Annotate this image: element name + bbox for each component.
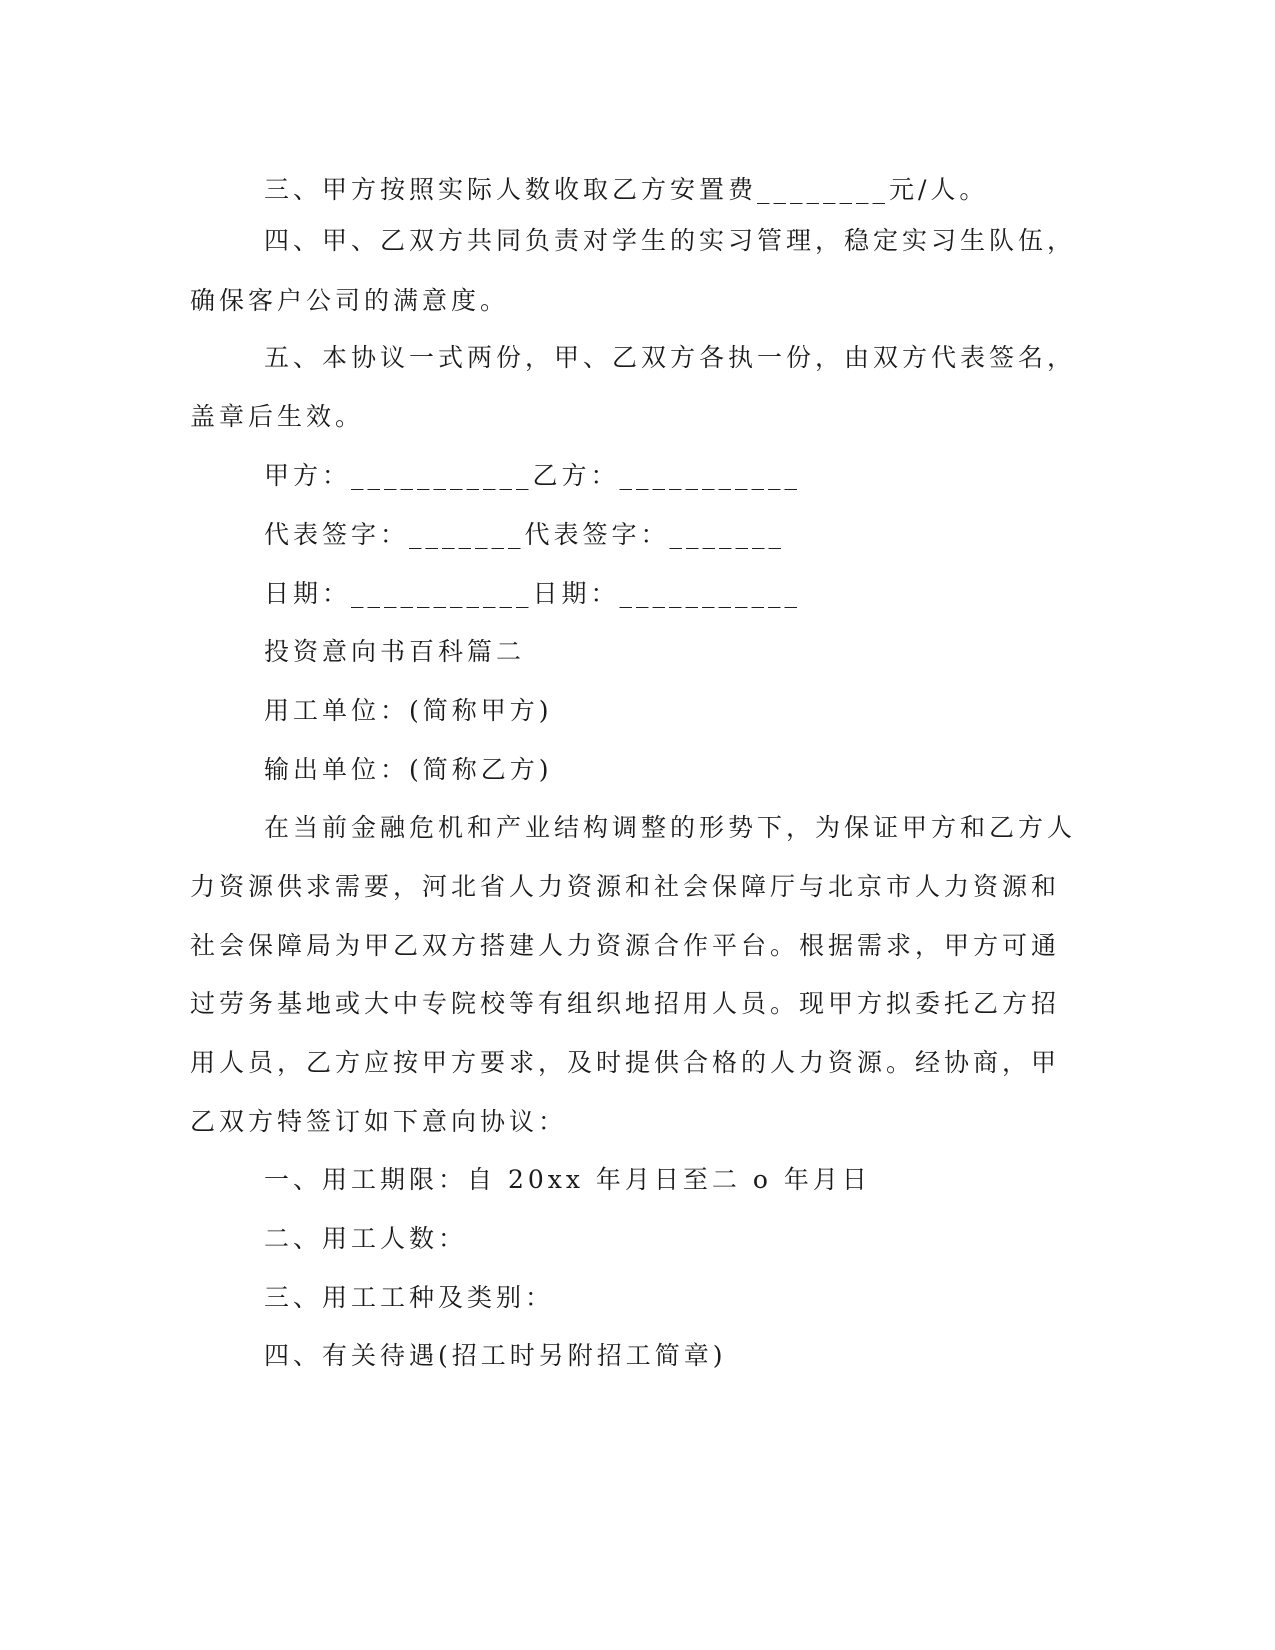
intro-line-3: 社会保障局为甲乙双方搭建人力资源合作平台。根据需求，甲方可通 xyxy=(190,931,1061,960)
intro-line-5: 用人员，乙方应按甲方要求，及时提供合格的人力资源。经协商，甲 xyxy=(190,1048,1061,1077)
representative-signature-line: 代表签字：_______代表签字：_______ xyxy=(264,520,786,549)
item-2-headcount: 二、用工人数： xyxy=(264,1224,468,1253)
clause-5-line-1: 五、本协议一式两份，甲、乙双方各执一份，由双方代表签名， xyxy=(264,343,1077,372)
intro-line-2: 力资源供求需要，河北省人力资源和社会保障厅与北京市人力资源和 xyxy=(190,872,1061,901)
party-signature-line: 甲方：___________乙方：___________ xyxy=(264,461,802,490)
clause-4-line-2: 确保客户公司的满意度。 xyxy=(190,286,510,315)
item-4-benefits: 四、有关待遇(招工时另附招工简章) xyxy=(264,1341,727,1370)
intro-line-4: 过劳务基地或大中专院校等有组织地招用人员。现甲方拟委托乙方招 xyxy=(190,989,1061,1018)
employer-line: 用工单位：(简称甲方) xyxy=(264,696,553,725)
intro-line-6: 乙双方特签订如下意向协议： xyxy=(190,1107,568,1136)
clause-5-line-2: 盖章后生效。 xyxy=(190,402,365,431)
item-1-term: 一、用工期限：自 20xx 年月日至二 o 年月日 xyxy=(264,1165,871,1194)
section-heading: 投资意向书百科篇二 xyxy=(264,637,526,666)
clause-4-line-1: 四、甲、乙双方共同负责对学生的实习管理，稳定实习生队伍， xyxy=(264,226,1077,255)
item-3-job-type: 三、用工工种及类别： xyxy=(264,1283,555,1312)
intro-line-1: 在当前金融危机和产业结构调整的形势下，为保证甲方和乙方人 xyxy=(264,813,1077,842)
clause-3-fee: 三、甲方按照实际人数收取乙方安置费________元/人。 xyxy=(264,175,989,204)
date-line: 日期：___________日期：___________ xyxy=(264,579,802,608)
supplier-line: 输出单位：(简称乙方) xyxy=(264,755,553,784)
